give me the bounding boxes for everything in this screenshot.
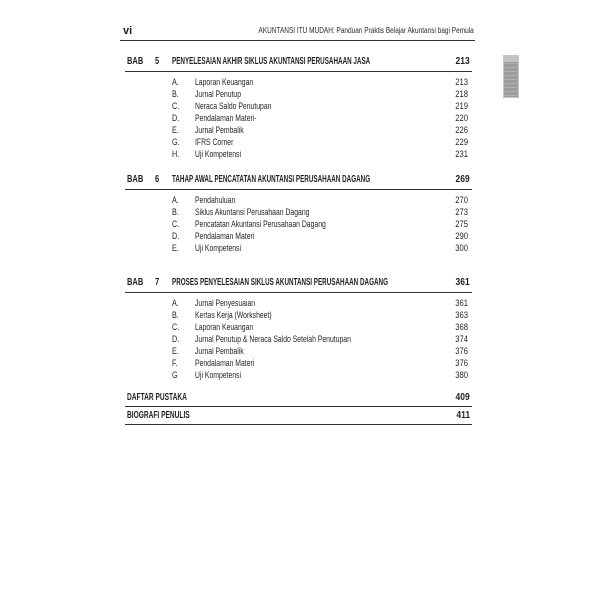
section-letter: B. (172, 89, 179, 99)
section-letter: G (172, 370, 178, 380)
section-page-number: 219 (455, 101, 468, 111)
section-entry (125, 136, 472, 148)
chapter-title: PENYELESAIAN AKHIR SIKLUS AKUNTANSI PERUSAHAAN JASA (172, 56, 371, 67)
section-entry (125, 76, 472, 88)
section-entry (125, 297, 472, 309)
section-title: Pendalaman Materi (195, 358, 255, 368)
chapter-heading (125, 274, 472, 293)
section-page-number: 374 (455, 334, 468, 344)
section-letter: A. (172, 77, 179, 87)
section-letter: C. (172, 322, 180, 332)
section-page-number: 231 (455, 149, 468, 159)
section-title: Jurnal Pembalik (195, 125, 244, 135)
running-head (120, 22, 475, 41)
section-title: Jurnal Penutup & Neraca Saldo Setelah Penutupan (195, 334, 351, 344)
chapter-page-number: 213 (455, 56, 470, 67)
chapter-heading (125, 171, 472, 190)
chapter-label: BAB (127, 277, 144, 288)
section-entry (125, 88, 472, 100)
section-page-number: 361 (455, 298, 468, 308)
chapter-entry (125, 171, 472, 254)
section-letter: E. (172, 346, 179, 356)
chapter-entry (125, 274, 472, 381)
section-letter: D. (172, 231, 180, 241)
section-letter: G. (172, 137, 180, 147)
running-title: AKUNTANSI ITU MUDAH: Panduan Praktis Belajar Akuntansi bagi Pemula (258, 26, 474, 35)
chapter-page-number: 361 (455, 277, 470, 288)
section-title: Uji Kompetensi (195, 370, 242, 380)
section-entry (125, 148, 472, 160)
section-letter: A. (172, 298, 179, 308)
section-title: Laporan Keuangan (195, 77, 254, 87)
section-entry (125, 194, 472, 206)
section-title: Pendahuluan (195, 195, 236, 205)
back-matter-title: BIOGRAFI PENULIS (127, 410, 190, 421)
section-title: Jurnal Penyesuaian (195, 298, 256, 308)
section-page-number: 213 (455, 77, 468, 87)
section-title: Pendalaman Materi- (195, 113, 257, 123)
section-entry (125, 100, 472, 112)
chapter-entry (125, 53, 472, 160)
chapter-label: BAB (127, 56, 144, 67)
section-page-number: 376 (455, 358, 468, 368)
back-matter-title: DAFTAR PUSTAKA (127, 392, 187, 403)
section-list (125, 293, 472, 381)
chapter-heading (125, 53, 472, 72)
chapter-number: 5 (155, 56, 160, 67)
section-entry (125, 357, 472, 369)
section-title: Laporan Keuangan (195, 322, 254, 332)
section-page-number: 363 (455, 310, 468, 320)
section-letter: B. (172, 310, 179, 320)
section-letter: E. (172, 243, 179, 253)
section-title: Jurnal Penutup (195, 89, 242, 99)
section-letter: C. (172, 219, 180, 229)
section-entry (125, 369, 472, 381)
chapter-number: 6 (155, 174, 160, 185)
section-title: Kertas Kerja (Worksheet) (195, 310, 272, 320)
section-letter: F. (172, 358, 178, 368)
page-folio: vi (123, 25, 133, 37)
back-matter-entry (125, 407, 472, 425)
section-entry (125, 321, 472, 333)
section-letter: H. (172, 149, 180, 159)
section-page-number: 229 (455, 137, 468, 147)
section-title: Pendalaman Materi (195, 231, 255, 241)
chapter-page-number: 269 (455, 174, 470, 185)
section-entry (125, 218, 472, 230)
back-matter-page-number: 409 (455, 392, 470, 403)
section-letter: B. (172, 207, 179, 217)
section-page-number: 275 (455, 219, 468, 229)
section-entry (125, 309, 472, 321)
section-entry (125, 230, 472, 242)
chapter-label: BAB (127, 174, 144, 185)
section-entry (125, 333, 472, 345)
section-list (125, 190, 472, 254)
chapter-number: 7 (155, 277, 160, 288)
section-page-number: 376 (455, 346, 468, 356)
section-letter: E. (172, 125, 179, 135)
section-list (125, 72, 472, 160)
section-title: Neraca Saldo Penutupan (195, 101, 272, 111)
section-entry (125, 345, 472, 357)
section-entry (125, 206, 472, 218)
section-page-number: 220 (455, 113, 468, 123)
section-title: Siklus Akuntansi Perusahaan Dagang (195, 207, 310, 217)
back-matter-page-number: 411 (456, 410, 470, 421)
section-letter: A. (172, 195, 179, 205)
back-matter (125, 389, 472, 425)
section-title: Pencatatan Akuntansi Perusahaan Dagang (195, 219, 326, 229)
section-title: Uji Kompetensi (195, 243, 242, 253)
thumb-index-tab (503, 55, 519, 98)
section-letter: C. (172, 101, 180, 111)
section-letter: D. (172, 113, 180, 123)
chapter-title: TAHAP AWAL PENCATATAN AKUNTANSI PERUSAHAAN DAGANG (172, 174, 371, 185)
section-page-number: 270 (455, 195, 468, 205)
section-page-number: 273 (455, 207, 468, 217)
table-of-contents (125, 53, 472, 425)
back-matter-entry (125, 389, 472, 407)
section-entry (125, 242, 472, 254)
section-title: Jurnal Pembalik (195, 346, 244, 356)
section-page-number: 368 (455, 322, 468, 332)
section-letter: D. (172, 334, 180, 344)
section-page-number: 290 (455, 231, 468, 241)
section-page-number: 300 (455, 243, 468, 253)
chapter-title: PROSES PENYELESAIAN SIKLUS AKUNTANSI PERUSAHAAN DAGANG (172, 277, 388, 288)
section-page-number: 218 (455, 89, 468, 99)
section-title: Uji Kompetensi (195, 149, 242, 159)
section-page-number: 380 (455, 370, 468, 380)
section-entry (125, 112, 472, 124)
section-entry (125, 124, 472, 136)
section-page-number: 226 (455, 125, 468, 135)
section-title: IFRS Corner (195, 137, 234, 147)
